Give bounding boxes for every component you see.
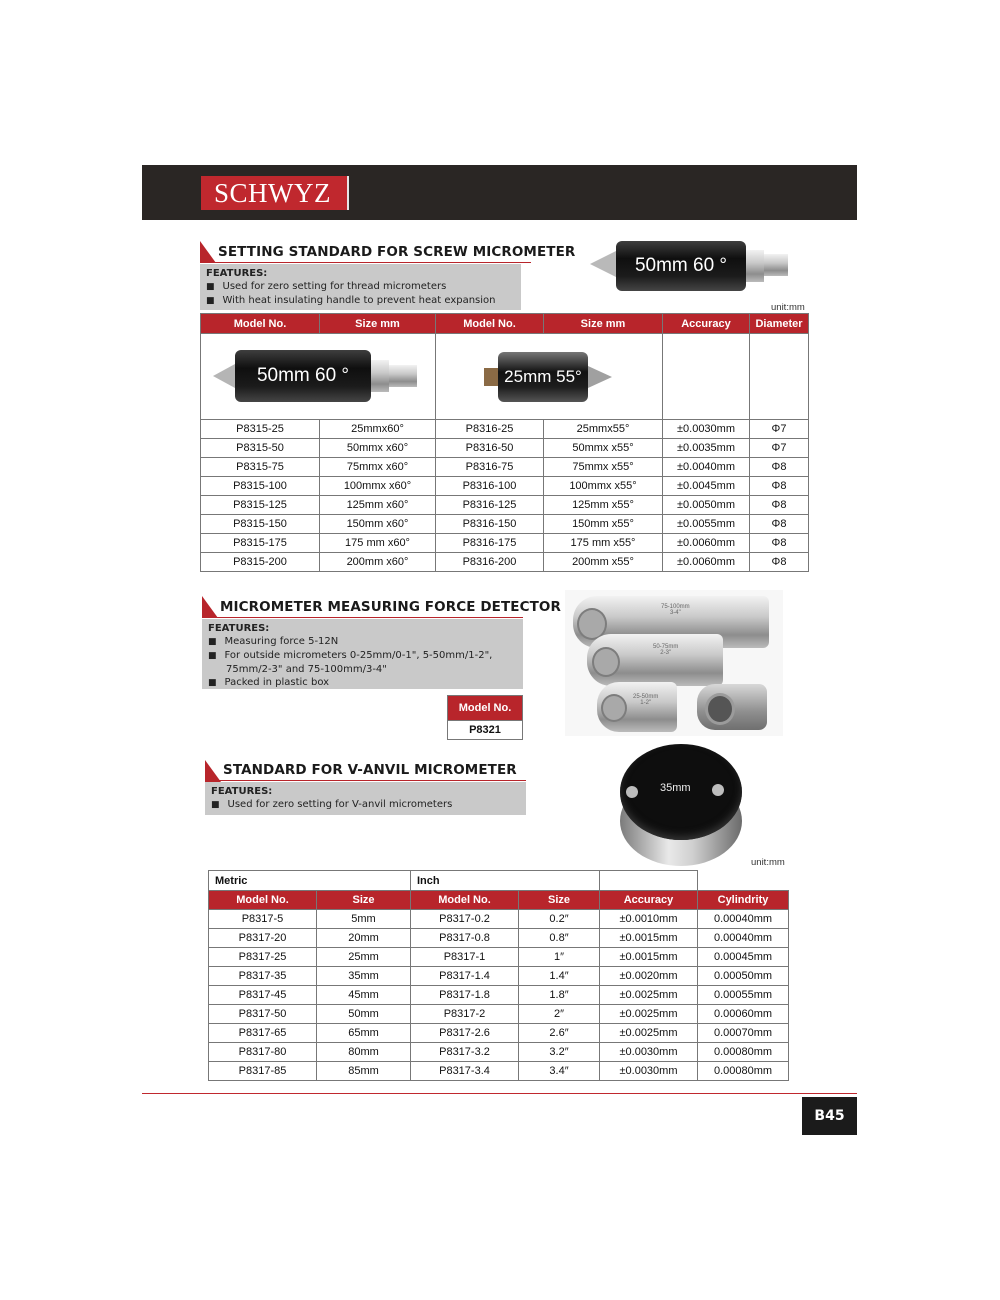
table-cell: P8317-5 xyxy=(209,910,317,929)
table-row xyxy=(209,967,789,986)
col-header: Size xyxy=(519,891,600,910)
table-cell: ±0.0015mm xyxy=(600,929,698,948)
table-cell: ±0.0055mm xyxy=(663,515,750,534)
photo-label: 25-50mm 1-2" xyxy=(633,694,659,706)
model-value: P8321 xyxy=(448,721,523,740)
feature-item: ■ With heat insulating handle to prevent heat expansion xyxy=(206,294,515,308)
table-cell: P8316-150 xyxy=(436,515,544,534)
table-cell: 100mmx x55° xyxy=(544,477,663,496)
v-anvil-table xyxy=(208,870,789,1081)
section1-features xyxy=(200,264,521,310)
table-cell: 1.4″ xyxy=(519,967,600,986)
col-header: Diameter xyxy=(750,314,809,334)
table-cell: P8317-3.2 xyxy=(411,1043,519,1062)
setting-standard-photo xyxy=(590,236,804,296)
table-cell: P8315-50 xyxy=(201,439,320,458)
table-row xyxy=(209,1005,789,1024)
table-cell: 80mm xyxy=(317,1043,411,1062)
table-row xyxy=(209,1062,789,1081)
table-cell: P8316-100 xyxy=(436,477,544,496)
table-cell: 25mmx55° xyxy=(544,420,663,439)
table-cell: ±0.0015mm xyxy=(600,948,698,967)
table-cell: P8315-100 xyxy=(201,477,320,496)
table-cell: P8315-175 xyxy=(201,534,320,553)
features-label: FEATURES: xyxy=(206,268,268,279)
table-cell: 125mm x55° xyxy=(544,496,663,515)
section2-underline xyxy=(202,617,523,618)
table-cell: P8317-2.6 xyxy=(411,1024,519,1043)
unit-label: unit:mm xyxy=(771,302,805,313)
photo-label: 75-100mm 3-4" xyxy=(661,604,690,616)
table-cell: 3.2″ xyxy=(519,1043,600,1062)
table-cell: 175 mm x60° xyxy=(320,534,436,553)
col-header: Model No. xyxy=(411,891,519,910)
col-header: Size mm xyxy=(544,314,663,334)
screw-icon xyxy=(712,784,724,796)
table-cell: 0.00070mm xyxy=(698,1024,789,1043)
photo-b-label: 25mm 55° xyxy=(498,352,588,402)
table-cell: 0.00060mm xyxy=(698,1005,789,1024)
table-cell: P8317-0.8 xyxy=(411,929,519,948)
table-cell: P8317-20 xyxy=(209,929,317,948)
table-cell: P8317-85 xyxy=(209,1062,317,1081)
features-label: FEATURES: xyxy=(208,623,270,634)
table-cell: P8317-1.4 xyxy=(411,967,519,986)
section3-underline xyxy=(205,780,526,781)
table-cell: P8317-50 xyxy=(209,1005,317,1024)
table-cell: ±0.0060mm xyxy=(663,534,750,553)
table-row xyxy=(209,1043,789,1062)
table-cell: P8317-1 xyxy=(411,948,519,967)
table-cell: P8315-125 xyxy=(201,496,320,515)
table-row xyxy=(201,534,809,553)
product-photo-cell xyxy=(201,334,436,420)
section3-features xyxy=(205,782,526,815)
table-row xyxy=(201,458,809,477)
table-cell: 0.00055mm xyxy=(698,986,789,1005)
screw-icon xyxy=(626,786,638,798)
col-header: Accuracy xyxy=(663,314,750,334)
col-header: Accuracy xyxy=(600,891,698,910)
table-cell: P8317-80 xyxy=(209,1043,317,1062)
table-cell: ±0.0010mm xyxy=(600,910,698,929)
table-cell: P8317-0.2 xyxy=(411,910,519,929)
col-header: Model No. xyxy=(209,891,317,910)
table-cell: P8316-50 xyxy=(436,439,544,458)
v-anvil-standard-photo xyxy=(616,742,746,868)
table-cell: 25mm xyxy=(317,948,411,967)
table-cell: P8317-25 xyxy=(209,948,317,967)
table-cell: P8317-35 xyxy=(209,967,317,986)
table-cell: ±0.0045mm xyxy=(663,477,750,496)
col-header: Model No. xyxy=(436,314,544,334)
table-cell: P8316-75 xyxy=(436,458,544,477)
table-cell: ±0.0030mm xyxy=(600,1043,698,1062)
table-cell: 2.6″ xyxy=(519,1024,600,1043)
table-cell: Φ8 xyxy=(750,515,809,534)
table-cell: 2″ xyxy=(519,1005,600,1024)
col-header: Model No. xyxy=(201,314,320,334)
table-cell: 0.00040mm xyxy=(698,910,789,929)
table-cell: P8316-200 xyxy=(436,553,544,572)
table-cell: Φ8 xyxy=(750,496,809,515)
table-cell: Φ8 xyxy=(750,553,809,572)
table-cell: 100mmx x60° xyxy=(320,477,436,496)
table-cell: 65mm xyxy=(317,1024,411,1043)
product-photo-cell xyxy=(436,334,663,420)
table-row xyxy=(209,929,789,948)
section1-title: SETTING STANDARD FOR SCREW MICROMETER xyxy=(218,244,576,260)
group-inch: Inch xyxy=(411,871,600,891)
table-cell: Φ8 xyxy=(750,477,809,496)
photo-top-label: 50mm 60 ° xyxy=(616,241,746,291)
table-cell: ±0.0060mm xyxy=(663,553,750,572)
table-cell: 25mmx60° xyxy=(320,420,436,439)
table-row xyxy=(201,515,809,534)
force-detector-model-table xyxy=(447,695,523,740)
table-cell: 150mm x55° xyxy=(544,515,663,534)
col-header: Size mm xyxy=(320,314,436,334)
table-cell: 3.4″ xyxy=(519,1062,600,1081)
table-cell: 0.00040mm xyxy=(698,929,789,948)
model-header: Model No. xyxy=(448,696,523,721)
table-cell: ±0.0040mm xyxy=(663,458,750,477)
col-header: Cylindrity xyxy=(698,891,789,910)
table-cell: 75mmx x55° xyxy=(544,458,663,477)
table-cell: P8317-45 xyxy=(209,986,317,1005)
table-cell: 20mm xyxy=(317,929,411,948)
photo-label: 50-75mm 2-3" xyxy=(653,644,679,656)
table-cell: 5mm xyxy=(317,910,411,929)
table-cell: 1″ xyxy=(519,948,600,967)
feature-item: ■ Used for zero setting for V-anvil micrometers xyxy=(211,798,520,812)
table-cell: 0.8″ xyxy=(519,929,600,948)
table-row xyxy=(201,477,809,496)
table-cell: ±0.0050mm xyxy=(663,496,750,515)
table-row xyxy=(209,986,789,1005)
table-cell: 0.2″ xyxy=(519,910,600,929)
section2-title: MICROMETER MEASURING FORCE DETECTOR xyxy=(220,599,561,615)
table-row xyxy=(201,420,809,439)
table-cell: 0.00080mm xyxy=(698,1043,789,1062)
table-cell: P8315-25 xyxy=(201,420,320,439)
table-cell: P8315-75 xyxy=(201,458,320,477)
unit-label: unit:mm xyxy=(751,857,785,868)
feature-item: ■ Used for zero setting for thread micrometers xyxy=(206,280,515,294)
group-metric: Metric xyxy=(209,871,411,891)
table-cell: 35mm xyxy=(317,967,411,986)
table-cell: Φ8 xyxy=(750,458,809,477)
table-row xyxy=(209,1024,789,1043)
table-cell: 0.00080mm xyxy=(698,1062,789,1081)
photo-a-label: 50mm 60 ° xyxy=(235,350,371,402)
table-cell: ±0.0035mm xyxy=(663,439,750,458)
feature-item-continued: 75mm/2-3" and 75-100mm/3-4" xyxy=(226,664,387,675)
table-cell: 45mm xyxy=(317,986,411,1005)
table-cell: Φ7 xyxy=(750,439,809,458)
table-cell: P8315-150 xyxy=(201,515,320,534)
features-label: FEATURES: xyxy=(211,786,273,797)
table-cell: 50mm xyxy=(317,1005,411,1024)
table-cell: 0.00050mm xyxy=(698,967,789,986)
photo-label: 35mm xyxy=(660,782,691,794)
section3-marker xyxy=(205,760,221,782)
section1-underline xyxy=(200,262,531,263)
feature-item: ■ Measuring force 5-12N xyxy=(208,635,517,649)
table-cell: P8317-1.8 xyxy=(411,986,519,1005)
table-cell: ±0.0030mm xyxy=(663,420,750,439)
section3-title: STANDARD FOR V-ANVIL MICROMETER xyxy=(223,762,517,778)
p8316-photo xyxy=(484,352,614,402)
section1-marker xyxy=(200,241,216,263)
table-cell: 0.00045mm xyxy=(698,948,789,967)
table-cell: ±0.0025mm xyxy=(600,1005,698,1024)
col-header: Size xyxy=(317,891,411,910)
table-cell: P8316-25 xyxy=(436,420,544,439)
table-row xyxy=(209,948,789,967)
table-row xyxy=(201,439,809,458)
table-cell: P8317-2 xyxy=(411,1005,519,1024)
table-cell: P8316-175 xyxy=(436,534,544,553)
table-cell: 1.8″ xyxy=(519,986,600,1005)
table-cell: 150mm x60° xyxy=(320,515,436,534)
table-cell: P8316-125 xyxy=(436,496,544,515)
table-row xyxy=(201,496,809,515)
screw-standard-table xyxy=(200,313,809,572)
table-cell: P8315-200 xyxy=(201,553,320,572)
table-cell: Φ8 xyxy=(750,534,809,553)
table-cell: 200mm x55° xyxy=(544,553,663,572)
table-cell: 175 mm x55° xyxy=(544,534,663,553)
table-cell: 50mmx x60° xyxy=(320,439,436,458)
table-cell: ±0.0020mm xyxy=(600,967,698,986)
table-row xyxy=(201,553,809,572)
section2-marker xyxy=(202,596,218,618)
table-cell: ±0.0025mm xyxy=(600,986,698,1005)
feature-item: ■ Packed in plastic box xyxy=(208,676,517,690)
table-cell: 85mm xyxy=(317,1062,411,1081)
p8315-photo xyxy=(213,347,423,407)
table-cell: 125mm x60° xyxy=(320,496,436,515)
table-cell: 50mmx x55° xyxy=(544,439,663,458)
table-cell: 200mm x60° xyxy=(320,553,436,572)
table-cell: ±0.0030mm xyxy=(600,1062,698,1081)
table-cell: Φ7 xyxy=(750,420,809,439)
section2-features xyxy=(202,619,523,689)
brand-logo-text: SCHWYZ xyxy=(214,178,331,208)
table-cell: ±0.0025mm xyxy=(600,1024,698,1043)
footer-divider xyxy=(142,1093,857,1094)
force-detector-photo xyxy=(565,590,783,736)
table-cell: P8317-3.4 xyxy=(411,1062,519,1081)
table-cell: P8317-65 xyxy=(209,1024,317,1043)
page-number: B45 xyxy=(802,1097,857,1135)
table-cell: 75mmx x60° xyxy=(320,458,436,477)
table-row xyxy=(209,910,789,929)
feature-item: ■ For outside micrometers 0-25mm/0-1", 5-50mm/1-2", xyxy=(208,649,517,663)
